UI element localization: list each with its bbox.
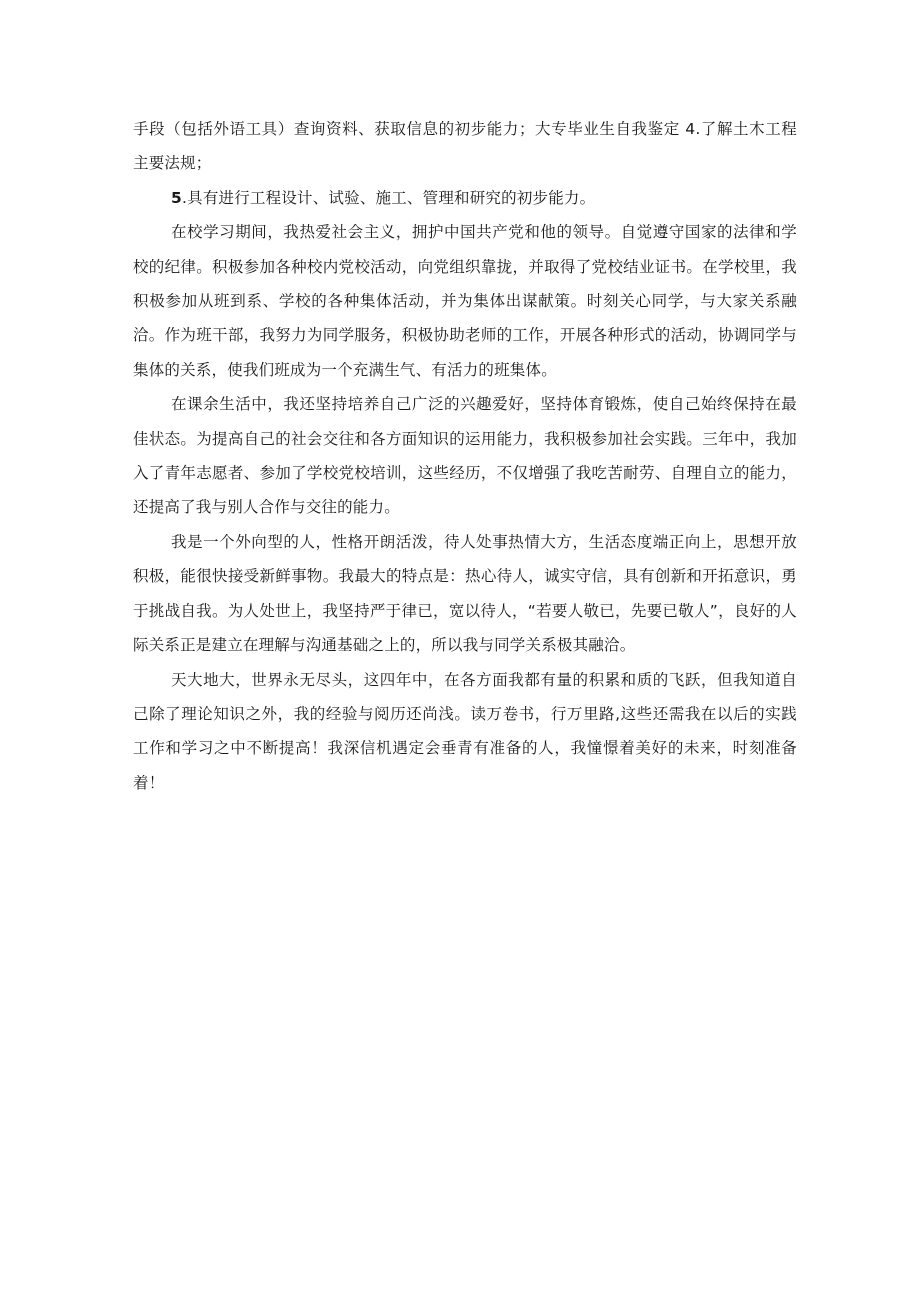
document-body <box>133 112 797 800</box>
list-number: 5 <box>171 188 182 207</box>
paragraph-skills-continued: 手段（包括外语工具）查询资料、获取信息的初步能力；大专毕业生自我鉴定 4.了解土木工程主要法规； <box>133 120 797 173</box>
paragraph-skill-5 <box>133 181 797 215</box>
paragraph-personality: 我是一个外向型的人，性格开朗活泼，待人处事热情大方，生活态度端正向上，思想开放积极，能很快接受新鲜事物。我最大的特点是：热心待人，诚实守信，具有创新和开拓意识，勇于挑战自我。为人处世上，我坚持严于律已，宽以待人，“若要人敬已，先要已敬人”，良好的人际关系正是建立在理解与沟通基础之上的，所以我与同学关系极其融洽。 <box>133 532 797 655</box>
list-item-text: .具有进行工程设计、试验、施工、管理和研究的初步能力。 <box>182 188 596 207</box>
paragraph-extracurricular: 在课余生活中，我还坚持培养自己广泛的兴趣爱好，坚持体育锻炼，使自己始终保持在最佳状态。为提高自己的社会交往和各方面知识的运用能力，我积极参加社会实践。三年中，我加入了青年志愿者、参加了学校党校培训，这些经历，不仅增强了我吃苦耐劳、自理自立的能力，还提高了我与别人合作与交往的能力。 <box>133 395 797 517</box>
paragraph-conclusion: 天大地大，世界永无尽头，这四年中，在各方面我都有量的积累和质的飞跃，但我知道自己除了理论知识之外，我的经验与阅历还尚浅。读万卷书，行万里路,这些还需我在以后的实践工作和学习之中不断提高！我深信机遇定会垂青有准备的人，我憧憬着美好的未来，时刻准备着！ <box>133 670 797 792</box>
paragraph-school-period: 在校学习期间，我热爱社会主义，拥护中国共产党和他的领导。自觉遵守国家的法律和学校的纪律。积极参加各种校内党校活动，向党组织靠拢，并取得了党校结业证书。在学校里，我积极参加从班到系、学校的各种集体活动，并为集体出谋献策。时刻关心同学，与大家关系融洽。作为班干部，我努力为同学服务，积极协助老师的工作，开展各种形式的活动，协调同学与集体的关系，使我们班成为一个充满生气、有活力的班集体。 <box>133 223 797 379</box>
